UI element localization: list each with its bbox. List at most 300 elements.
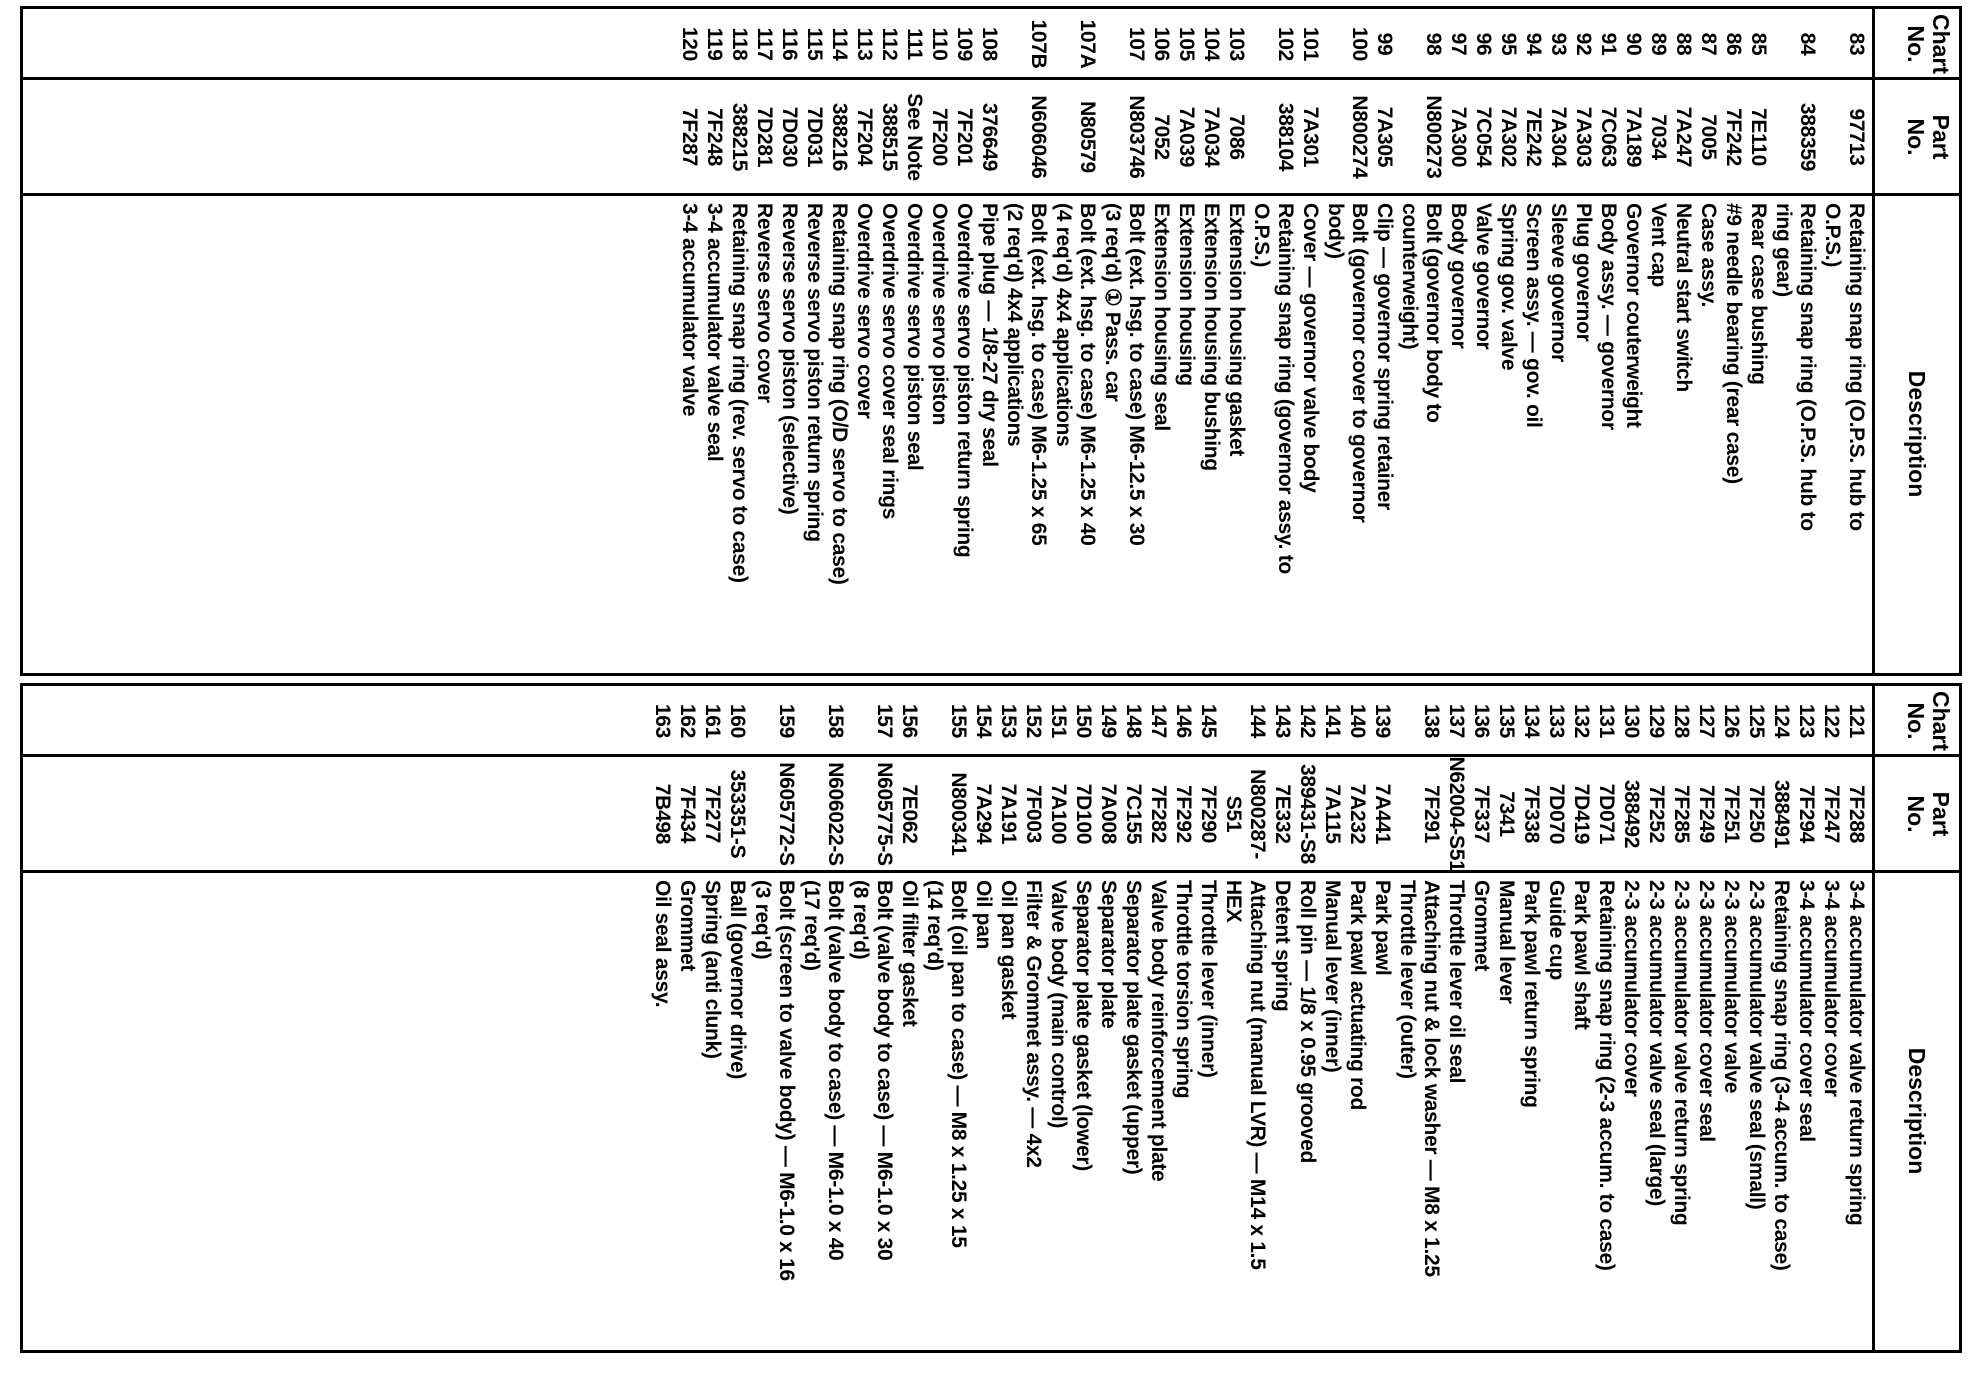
description-cell: Retaining snap ring (O/D servo to case) bbox=[828, 203, 851, 585]
table-row bbox=[1249, 9, 1298, 673]
description-cell: Retaining snap ring (2-3 accum. to case) bbox=[1595, 880, 1618, 1271]
description-cell: Reverse servo piston return spring bbox=[803, 203, 826, 542]
part-no-cell: N62004-S51 bbox=[1445, 756, 1468, 872]
part-no-cell: 7F247 bbox=[1820, 784, 1843, 844]
table-row bbox=[848, 686, 897, 1350]
part-no-cell: 7F434 bbox=[676, 784, 699, 844]
table-row bbox=[1596, 9, 1621, 673]
description-cell: Detent spring bbox=[1271, 880, 1294, 1012]
description-cell: Separator plate bbox=[1097, 880, 1120, 1029]
description-cell: 3-4 accumulator valve seal bbox=[703, 203, 726, 462]
table-row bbox=[1224, 9, 1249, 673]
description-cell: Overdrive servo piston seal bbox=[903, 203, 926, 471]
description-cell: Valve body (main control) bbox=[1047, 880, 1070, 1129]
description-cell: Retaining snap ring (governor assy. to O.P.S.) bbox=[1250, 203, 1297, 574]
part-no-cell: 7F282 bbox=[1147, 784, 1170, 844]
table-row bbox=[1469, 686, 1494, 1350]
description-cell: Separator plate gasket (upper) bbox=[1122, 880, 1145, 1175]
part-no-cell: 7F277 bbox=[701, 784, 724, 844]
description-cell: Valve body reinforcement plate bbox=[1147, 880, 1170, 1182]
part-no-cell: 7F242 bbox=[1722, 107, 1745, 167]
table-row bbox=[1096, 686, 1121, 1350]
chart-no-cell: 122 bbox=[1820, 703, 1843, 739]
part-no-cell: 7D071 bbox=[1595, 783, 1618, 845]
table-row bbox=[1794, 686, 1819, 1350]
part-no-cell: 7E332 bbox=[1271, 784, 1294, 844]
header-part-no: Part No. bbox=[1903, 791, 1954, 837]
part-no-cell: 7F292 bbox=[1172, 784, 1195, 844]
table-row bbox=[1694, 686, 1719, 1350]
chart-no-cell: 161 bbox=[701, 703, 724, 739]
table-row bbox=[1395, 686, 1444, 1350]
description-cell: Bolt (oil pan to case) — M8 x 1.25 x 15 (14 req'd) bbox=[923, 880, 970, 1248]
part-no-cell: 7F204 bbox=[853, 107, 876, 167]
description-cell: Plug governor bbox=[1572, 203, 1595, 342]
chart-no-cell: 87 bbox=[1697, 32, 1720, 56]
table-row bbox=[799, 686, 848, 1350]
header-chart-no: Chart No. bbox=[1903, 690, 1954, 752]
description-cell: Reverse servo cover bbox=[753, 203, 776, 403]
table-row bbox=[702, 9, 727, 673]
chart-no-cell: 107A bbox=[1076, 19, 1099, 69]
chart-no-cell: 108 bbox=[978, 26, 1001, 62]
chart-no-cell: 96 bbox=[1472, 32, 1495, 56]
chart-no-cell: 135 bbox=[1495, 703, 1518, 739]
description-cell: Park pawl actuating rod bbox=[1346, 880, 1369, 1110]
part-no-cell: N800287-S51 bbox=[1222, 769, 1269, 859]
chart-no-cell: 132 bbox=[1570, 703, 1593, 739]
table-row bbox=[977, 9, 1002, 673]
description-cell: 3-4 accumulator valve bbox=[678, 203, 701, 417]
description-cell: Clip — governor spring retainer bbox=[1373, 203, 1396, 510]
description-cell: Oil filter gasket bbox=[898, 880, 921, 1027]
chart-no-cell: 110 bbox=[928, 27, 951, 61]
table-row bbox=[952, 9, 977, 673]
part-no-cell: 7A301 bbox=[1299, 106, 1322, 168]
description-cell: Attaching nut (manual LVR) — M14 x 1.5 HEX bbox=[1222, 880, 1269, 1270]
table-row bbox=[727, 9, 752, 673]
table-row bbox=[1021, 686, 1046, 1350]
description-cell: Oil seal assy. bbox=[651, 880, 674, 1008]
part-no-cell: 7E242 bbox=[1522, 107, 1545, 167]
description-cell: Retaining snap ring (3-4 accum. to case) bbox=[1770, 880, 1793, 1271]
chart-no-cell: 150 bbox=[1072, 703, 1095, 739]
chart-no-cell: 111 bbox=[903, 28, 926, 60]
header-chart-no: Chart No. bbox=[1903, 13, 1954, 75]
chart-no-cell: 102 bbox=[1274, 26, 1297, 62]
table-row bbox=[1496, 9, 1521, 673]
table-row bbox=[1174, 9, 1199, 673]
chart-no-cell: 152 bbox=[1022, 703, 1045, 739]
chart-no-cell: 106 bbox=[1150, 26, 1173, 62]
part-no-cell: 389431-S8 bbox=[1296, 763, 1319, 865]
chart-no-cell: 156 bbox=[898, 703, 921, 739]
part-no-cell: 7F291 bbox=[1420, 784, 1443, 844]
description-cell: Guide cup bbox=[1545, 880, 1568, 980]
table-row bbox=[1146, 686, 1171, 1350]
description-cell: Bolt (ext. hsg. to case) M6-1.25 x 40 (4 req'd) 4x4 applications bbox=[1052, 203, 1099, 546]
chart-no-cell: 116 bbox=[778, 27, 801, 61]
description-cell: Case assy. bbox=[1697, 203, 1720, 308]
part-no-cell: 7A247 bbox=[1672, 106, 1695, 168]
description-cell: Grommet bbox=[676, 880, 699, 972]
chart-no-cell: 98 bbox=[1422, 32, 1445, 56]
table-row bbox=[1619, 686, 1644, 1350]
table-row bbox=[1521, 9, 1546, 673]
part-no-cell: 7F288 bbox=[1845, 784, 1868, 844]
description-cell: Retaining snap ring (O.P.S. hub to O.P.S.) bbox=[1821, 203, 1868, 531]
table-row bbox=[1171, 686, 1196, 1350]
table-row bbox=[1744, 686, 1769, 1350]
table-row bbox=[1372, 9, 1397, 673]
description-cell: Grommet bbox=[1470, 880, 1493, 972]
chart-no-cell: 118 bbox=[728, 27, 751, 61]
table-row bbox=[1769, 686, 1794, 1350]
part-no-cell: N605775-S bbox=[873, 762, 896, 866]
table-row bbox=[1071, 686, 1096, 1350]
table-row bbox=[1397, 9, 1446, 673]
description-cell: Extension housing gasket bbox=[1225, 203, 1248, 457]
chart-no-cell: 143 bbox=[1271, 703, 1294, 739]
description-cell: 2-3 accumulator cover seal bbox=[1695, 880, 1718, 1142]
chart-no-cell: 86 bbox=[1722, 32, 1745, 56]
table-row bbox=[897, 686, 922, 1350]
table-row bbox=[1820, 9, 1869, 673]
table-row bbox=[1819, 686, 1844, 1350]
part-no-cell: 7F003 bbox=[1022, 784, 1045, 844]
description-cell: Separator plate gasket (lower) bbox=[1072, 880, 1095, 1171]
chart-no-cell: 128 bbox=[1670, 703, 1693, 739]
part-no-cell: 7F201 bbox=[953, 107, 976, 167]
chart-no-cell: 94 bbox=[1522, 32, 1545, 56]
chart-no-cell: 92 bbox=[1572, 32, 1595, 56]
description-cell: Bolt (valve body to case) — M6-1.0 x 30 (8 req'd) bbox=[849, 880, 896, 1261]
part-no-cell: 388492 bbox=[1620, 779, 1643, 849]
chart-no-cell: 90 bbox=[1622, 32, 1645, 56]
table-row bbox=[1594, 686, 1619, 1350]
description-cell: Body assy. — governor bbox=[1597, 203, 1620, 430]
part-no-cell: 7A300 bbox=[1447, 106, 1470, 168]
table-row bbox=[971, 686, 996, 1350]
part-no-cell: 7A100 bbox=[1047, 783, 1070, 845]
table-row bbox=[1844, 686, 1869, 1350]
description-cell: Park pawl shaft bbox=[1570, 880, 1593, 1030]
part-no-cell: 7A304 bbox=[1547, 106, 1570, 168]
part-no-cell: N803746 bbox=[1125, 95, 1148, 179]
part-no-cell: 376649 bbox=[978, 102, 1001, 172]
table-row bbox=[1295, 686, 1320, 1350]
part-no-cell: 7A039 bbox=[1175, 106, 1198, 168]
table-row bbox=[1621, 9, 1646, 673]
table-row bbox=[1719, 686, 1744, 1350]
chart-no-cell: 121 bbox=[1845, 703, 1868, 739]
chart-no-cell: 120 bbox=[678, 26, 701, 62]
part-no-cell: 7D030 bbox=[778, 106, 801, 168]
description-cell: Oil pan bbox=[972, 880, 995, 950]
part-no-cell: 7D031 bbox=[803, 106, 826, 168]
table-row bbox=[802, 9, 827, 673]
chart-no-cell: 144 bbox=[1246, 703, 1269, 739]
part-no-cell: 388215 bbox=[728, 102, 751, 172]
description-cell: Bolt (ext. hsg. to case) M6-12.5 x 30 (3 req'd) ① Pass. car bbox=[1101, 203, 1148, 546]
chart-no-cell: 85 bbox=[1747, 32, 1770, 56]
description-cell: Overdrive servo piston bbox=[928, 203, 951, 426]
table-row bbox=[996, 686, 1021, 1350]
parts-table-left bbox=[20, 6, 1962, 676]
chart-no-cell: 126 bbox=[1720, 703, 1743, 739]
chart-no-cell: 107 bbox=[1125, 26, 1148, 62]
chart-no-cell: 117 bbox=[753, 27, 776, 61]
description-cell: Manual lever bbox=[1495, 880, 1518, 1004]
part-no-cell: 7086 bbox=[1225, 114, 1248, 160]
part-no-cell: 7F250 bbox=[1745, 784, 1768, 844]
part-no-cell: 7A302 bbox=[1497, 106, 1520, 168]
chart-no-cell: 154 bbox=[972, 703, 995, 739]
part-no-cell: 7F285 bbox=[1670, 784, 1693, 844]
description-cell: Bolt (valve body to case) — M6-1.0 x 40 (17 req'd) bbox=[800, 880, 847, 1261]
chart-no-cell: 151 bbox=[1047, 703, 1070, 739]
header-part-no: Part No. bbox=[1903, 114, 1954, 160]
part-no-cell: 7D100 bbox=[1072, 783, 1095, 845]
table-row bbox=[1771, 9, 1820, 673]
table-row bbox=[725, 686, 750, 1350]
part-no-cell: 7052 bbox=[1150, 114, 1173, 160]
part-no-cell: 7D419 bbox=[1570, 783, 1593, 845]
table-row bbox=[1270, 686, 1295, 1350]
table-row bbox=[750, 686, 799, 1350]
part-no-cell: 7C054 bbox=[1472, 106, 1495, 168]
chart-no-cell: 148 bbox=[1122, 703, 1145, 739]
chart-no-cell: 95 bbox=[1497, 32, 1520, 56]
header-description: Description bbox=[1904, 1047, 1930, 1175]
description-cell: Park pawl return spring bbox=[1520, 880, 1543, 1108]
table-row bbox=[1002, 9, 1051, 673]
chart-no-cell: 83 bbox=[1845, 32, 1868, 56]
part-no-cell: 7F252 bbox=[1645, 784, 1668, 844]
table-row bbox=[1051, 9, 1100, 673]
chart-no-cell: 153 bbox=[997, 703, 1020, 739]
chart-no-cell: 125 bbox=[1745, 703, 1768, 739]
description-cell: Overdrive servo cover bbox=[853, 203, 876, 419]
table-row bbox=[1721, 9, 1746, 673]
description-cell: 2-3 accumulator valve seal (small) bbox=[1745, 880, 1768, 1210]
description-cell: #9 needle bearing (rear case) bbox=[1722, 203, 1745, 484]
description-cell: Sleeve governor bbox=[1547, 203, 1570, 362]
chart-no-cell: 123 bbox=[1795, 703, 1818, 739]
chart-no-cell: 101 bbox=[1299, 26, 1322, 62]
description-cell: Bolt (ext. hsg. to case) M6-1.25 x 65 (2 req'd) 4x4 applications bbox=[1003, 203, 1050, 546]
chart-no-cell: 91 bbox=[1597, 32, 1620, 56]
chart-no-cell: 115 bbox=[803, 27, 826, 61]
table-row bbox=[1646, 9, 1671, 673]
part-no-cell: 388491 bbox=[1770, 779, 1793, 849]
description-cell: 2-3 accumulator valve return spring bbox=[1670, 880, 1693, 1226]
chart-no-cell: 119 bbox=[703, 27, 726, 61]
part-no-cell: 7A191 bbox=[997, 783, 1020, 845]
part-no-cell: 7F338 bbox=[1520, 784, 1543, 844]
description-cell: Oil pan gasket bbox=[997, 880, 1020, 1020]
table-row bbox=[677, 9, 702, 673]
part-no-cell: 388359 bbox=[1796, 102, 1819, 172]
part-no-cell: 388216 bbox=[828, 102, 851, 172]
part-no-cell: 7E110 bbox=[1747, 107, 1770, 167]
part-no-cell: N800341 bbox=[947, 772, 970, 856]
table-row bbox=[752, 9, 777, 673]
part-no-cell: 7F290 bbox=[1197, 784, 1220, 844]
table-row bbox=[1370, 686, 1395, 1350]
table-row bbox=[852, 9, 877, 673]
description-cell: Screen assy. — gov. oil bbox=[1522, 203, 1545, 428]
part-no-cell: 7F248 bbox=[703, 107, 726, 167]
description-cell: Park pawl bbox=[1371, 880, 1394, 976]
chart-no-cell: 139 bbox=[1371, 703, 1394, 739]
chart-no-cell: 133 bbox=[1545, 703, 1568, 739]
table-row bbox=[675, 686, 700, 1350]
description-cell: Overdrive servo piston return spring bbox=[953, 203, 976, 558]
description-cell: Neutral start switch bbox=[1672, 203, 1695, 392]
chart-no-cell: 137 bbox=[1445, 703, 1468, 739]
chart-no-cell: 157 bbox=[873, 703, 896, 739]
part-no-cell: 7A294 bbox=[972, 783, 995, 845]
description-cell: Reverse servo piston (selective) bbox=[778, 203, 801, 515]
chart-no-cell: 147 bbox=[1147, 703, 1170, 739]
part-no-cell: 7D281 bbox=[753, 106, 776, 168]
table-row bbox=[922, 686, 971, 1350]
description-cell: Extension housing bbox=[1175, 203, 1198, 386]
part-no-cell: N606046 bbox=[1027, 95, 1050, 179]
description-cell: Throttle torsion spring bbox=[1172, 880, 1195, 1099]
part-no-cell: N605772-S bbox=[775, 762, 798, 866]
table-row bbox=[1221, 686, 1270, 1350]
part-no-cell: 7F294 bbox=[1795, 784, 1818, 844]
part-no-cell: 388515 bbox=[878, 102, 901, 172]
table-row bbox=[1571, 9, 1596, 673]
chart-no-cell: 146 bbox=[1172, 703, 1195, 739]
parts-sheet bbox=[18, 0, 1974, 1340]
description-cell: Vent cap bbox=[1647, 203, 1670, 287]
table-row bbox=[777, 9, 802, 673]
table-row bbox=[1544, 686, 1569, 1350]
description-cell: Overdrive servo cover seal rings bbox=[878, 203, 901, 520]
description-cell: Governor couterweight bbox=[1622, 203, 1645, 428]
chart-no-cell: 105 bbox=[1175, 26, 1198, 62]
table-row bbox=[1446, 9, 1471, 673]
table-row bbox=[1199, 9, 1224, 673]
chart-no-cell: 138 bbox=[1420, 703, 1443, 739]
part-no-cell: 7C155 bbox=[1122, 783, 1145, 845]
part-no-cell: 7A441 bbox=[1371, 783, 1394, 845]
chart-no-cell: 107B bbox=[1027, 19, 1050, 69]
part-no-cell: 7A189 bbox=[1622, 106, 1645, 168]
table-row bbox=[827, 9, 852, 673]
description-cell: Valve governor bbox=[1472, 203, 1495, 350]
part-no-cell: 7F337 bbox=[1470, 784, 1493, 844]
chart-no-cell: 99 bbox=[1373, 32, 1396, 56]
chart-no-cell: 100 bbox=[1348, 26, 1371, 62]
table-row bbox=[1046, 686, 1071, 1350]
description-cell: Throttle lever (inner) bbox=[1197, 880, 1220, 1078]
chart-no-cell: 158 bbox=[824, 703, 847, 739]
part-no-cell: 97713 bbox=[1845, 108, 1868, 166]
table-row bbox=[1746, 9, 1771, 673]
chart-no-cell: 160 bbox=[726, 703, 749, 739]
description-cell: Roll pin — 1/8 x 0.95 grooved bbox=[1296, 880, 1319, 1164]
description-cell: 3-4 accumulator cover bbox=[1820, 880, 1843, 1097]
description-cell: Filter & Grommet assy. — 4x2 bbox=[1022, 880, 1045, 1168]
table-row bbox=[927, 9, 952, 673]
chart-no-cell: 145 bbox=[1197, 703, 1220, 739]
table-row bbox=[650, 686, 675, 1350]
chart-no-cell: 93 bbox=[1547, 32, 1570, 56]
part-no-cell: 7F249 bbox=[1695, 784, 1718, 844]
chart-no-cell: 136 bbox=[1470, 703, 1493, 739]
part-no-cell: 7A305 bbox=[1373, 106, 1396, 168]
description-cell: 2-3 accumulator valve bbox=[1720, 880, 1743, 1094]
part-no-cell: 7F287 bbox=[678, 107, 701, 167]
table-row bbox=[1196, 686, 1221, 1350]
part-no-cell: 7D070 bbox=[1545, 783, 1568, 845]
description-cell: Retaining snap ring (rev. servo to case) bbox=[728, 203, 751, 583]
chart-no-cell: 127 bbox=[1695, 703, 1718, 739]
chart-no-cell: 149 bbox=[1097, 703, 1120, 739]
description-cell: Ball (governor drive) bbox=[726, 880, 749, 1080]
description-cell: Extension housing bushing bbox=[1200, 203, 1223, 471]
part-no-cell: N800274 bbox=[1348, 95, 1371, 179]
part-no-cell: 7A232 bbox=[1346, 783, 1369, 845]
table-row bbox=[1644, 686, 1669, 1350]
chart-no-cell: 141 bbox=[1321, 703, 1344, 739]
parts-table-right bbox=[20, 683, 1962, 1353]
table-row bbox=[1320, 686, 1345, 1350]
description-cell: Rear case bushing bbox=[1747, 203, 1770, 385]
chart-no-cell: 163 bbox=[651, 703, 674, 739]
table-row bbox=[877, 9, 902, 673]
chart-no-cell: 97 bbox=[1447, 32, 1470, 56]
part-no-cell: N606022-S bbox=[824, 762, 847, 866]
chart-no-cell: 89 bbox=[1647, 32, 1670, 56]
part-no-cell: 7034 bbox=[1647, 114, 1670, 160]
description-cell: 2-3 accumulator valve seal (large) bbox=[1645, 880, 1668, 1206]
description-cell: Throttle lever oil seal bbox=[1445, 880, 1468, 1084]
description-cell: 3-4 accumulator valve return spring bbox=[1845, 880, 1868, 1226]
chart-no-cell: 155 bbox=[947, 703, 970, 739]
table-row bbox=[1345, 686, 1370, 1350]
description-cell: Body governor bbox=[1447, 203, 1470, 349]
part-no-cell: 7A303 bbox=[1572, 106, 1595, 168]
chart-no-cell: 104 bbox=[1200, 26, 1223, 62]
chart-no-cell: 129 bbox=[1645, 703, 1668, 739]
part-no-cell: 7A034 bbox=[1200, 106, 1223, 168]
table-row bbox=[1546, 9, 1571, 673]
table-row bbox=[902, 9, 927, 673]
table-row bbox=[1121, 686, 1146, 1350]
chart-no-cell: 113 bbox=[853, 27, 876, 61]
part-no-cell: 7A115 bbox=[1321, 784, 1344, 844]
description-cell: Bolt (governor body to counterweight) bbox=[1398, 203, 1445, 423]
part-no-cell: 7F200 bbox=[928, 107, 951, 167]
chart-no-cell: 130 bbox=[1620, 703, 1643, 739]
chart-no-cell: 112 bbox=[878, 27, 901, 61]
table-row bbox=[1569, 686, 1594, 1350]
table-header bbox=[1872, 686, 1959, 1350]
table-header bbox=[1872, 9, 1959, 673]
chart-no-cell: 134 bbox=[1520, 703, 1543, 739]
chart-no-cell: 162 bbox=[676, 703, 699, 739]
description-cell: Attaching nut & lock washer — M8 x 1.25 Throttle lever (outer) bbox=[1396, 880, 1443, 1277]
rows-right bbox=[23, 686, 1869, 1350]
table-row bbox=[1444, 686, 1469, 1350]
part-no-cell: 353351-S bbox=[726, 769, 749, 859]
